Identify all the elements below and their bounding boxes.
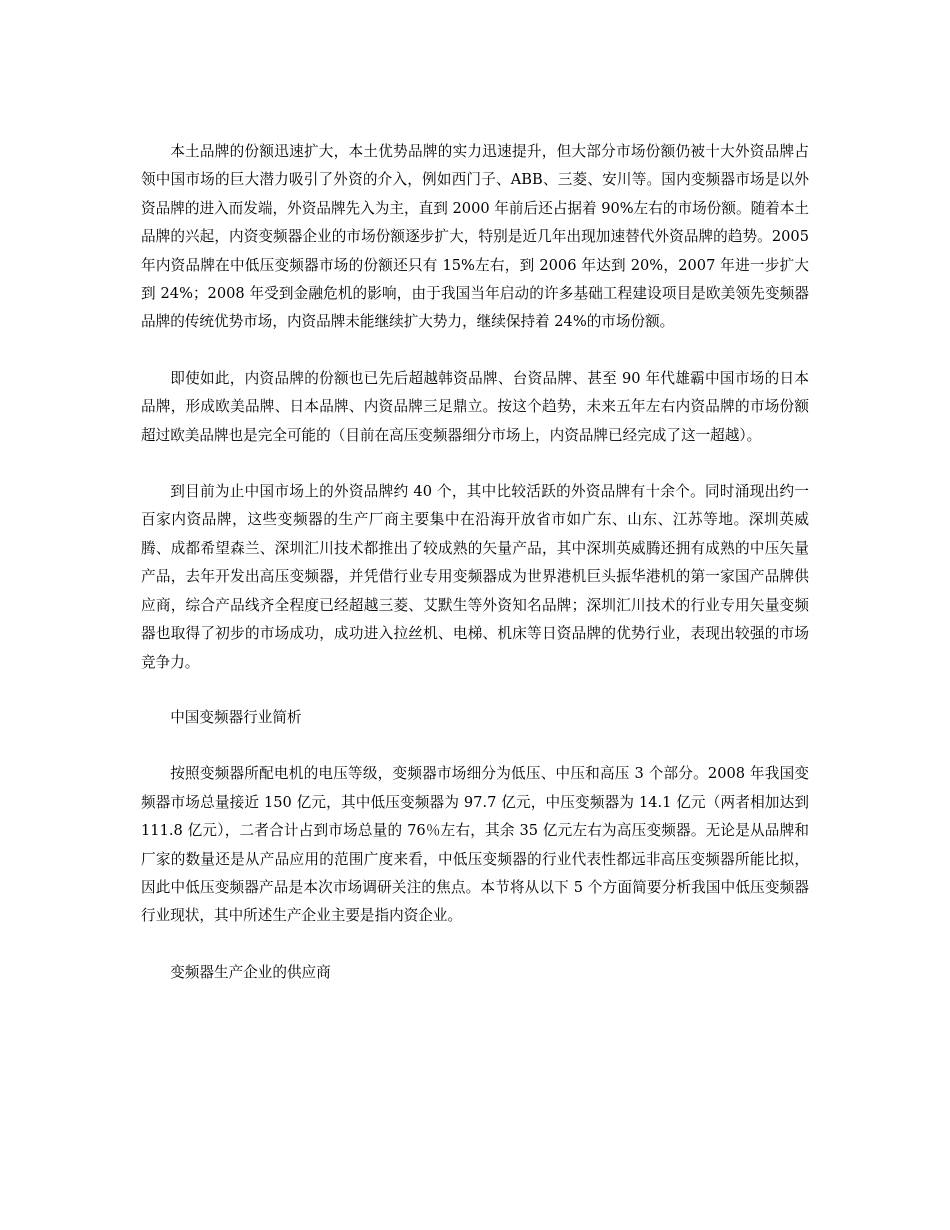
paragraph-domestic-brands: 即使如此，内资品牌的份额也已先后超越韩资品牌、台资品牌、甚至 90 年代雄霸中国市场的日本品牌，形成欧美品牌、日本品牌、内资品牌三足鼎立。按这个趋势，未来五年左右内资品牌的市场份额超过欧美品牌也是完全可能的（目前在高压变频器细分市场上，内资品牌已经完成了这一超越）。 — [141, 369, 809, 444]
section-heading-industry-analysis: 中国变频器行业简析 — [170, 708, 302, 726]
paragraph-foreign-brands: 到目前为止中国市场上的外资品牌约 40 个，其中比较活跃的外资品牌有十余个。同时涌现出约一百家内资品牌，这些变频器的生产厂商主要集中在沿海开放省市如广东、山东、江苏等地。深圳英威腾、成都希望森兰、深圳汇川技术都推出了较成熟的矢量产品，其中深圳英威腾还拥有成熟的中压矢量产品，去年开发出高压变频器，并凭借行业专用变频器成为世界港机巨头振华港机的第一家国产品牌供应商，综合产品线齐全程度已经超越三菱、艾默生等外资知名品牌；深圳汇川技术的行业专用矢量变频器也取得了初步的市场成功，成功进入拉丝机、电梯、机床等日资品牌的优势行业，表现出较强的市场竞争力。 — [141, 483, 809, 671]
section-heading-suppliers: 变频器生产企业的供应商 — [170, 963, 331, 981]
document-body — [141, 138, 809, 987]
paragraph-voltage-segments: 按照变频器所配电机的电压等级，变频器市场细分为低压、中压和高压 3 个部分。2008 年我国变频器市场总量接近 150 亿元，其中低压变频器为 97.7 亿元，中压变频器为 14.1 亿元（两者相加达到 111.8 亿元），二者合计占到市场总量的 76％左右，其余 35 亿元左右为高压变频器。无论是从品牌和厂家的数量还是从产品应用的范围广度来看，中低压变频器的行业代表性都远非高压变频器所能比拟，因此中低压变频器产品是本次市场调研关注的焦点。本节将从以下 5 个方面简要分析我国中低压变频器行业现状，其中所述生产企业主要是指内资企业。 — [141, 765, 809, 925]
paragraph-market-share: 本土品牌的份额迅速扩大，本土优势品牌的实力迅速提升，但大部分市场份额仍被十大外资品牌占领中国市场的巨大潜力吸引了外资的介入，例如西门子、ABB、三菱、安川等。国内变频器市场是以外资品牌的进入而发端，外资品牌先入为主，直到 2000 年前后还占据着 90%左右的市场份额。随着本土品牌的兴起，内资变频器企业的市场份额逐步扩大，特别是近几年出现加速替代外资品牌的趋势。2005 年内资品牌在中低压变频器市场的份额还只有 15%左右，到 2006 年达到 20%，2007 年进一步扩大到 24%；2008 年受到金融危机的影响，由于我国当年启动的许多基础工程建设项目是欧美领先变频器品牌的传统优势市场，内资品牌未能继续扩大势力，继续保持着 24%的市场份额。 — [141, 143, 809, 331]
